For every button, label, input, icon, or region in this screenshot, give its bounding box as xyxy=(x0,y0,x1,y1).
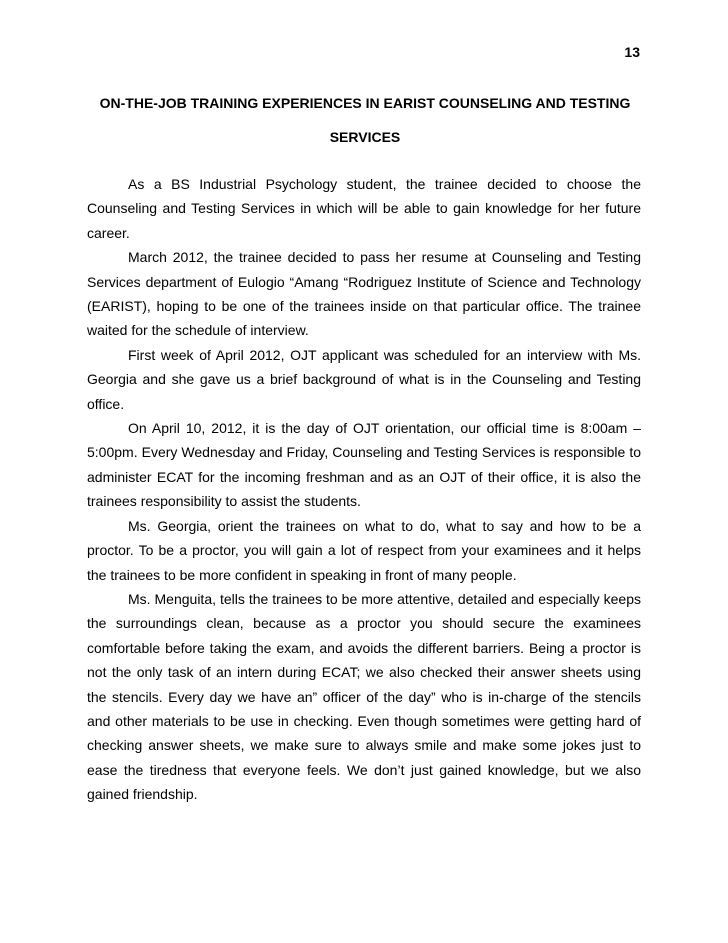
page-number: 13 xyxy=(624,44,640,60)
section-heading-line-1: ON-THE-JOB TRAINING EXPERIENCES IN EARIST COUNSELING AND TESTING xyxy=(99,95,631,111)
body-text xyxy=(87,172,641,807)
section-heading-line-2: SERVICES xyxy=(329,129,401,145)
paragraph-2: March 2012, the trainee decided to pass her resume at Counseling and Testing Services department of Eulogio “Amang “Rodriguez Institute of Science and Technology (EARIST), hoping to be one of the trainees inside on that particular office. The trainee waited for the schedule of interview. xyxy=(87,249,641,339)
paragraph-1: As a BS Industrial Psychology student, the trainee decided to choose the Counseling and Testing Services in which will be able to gain knowledge for her future career. xyxy=(87,176,641,241)
paragraph-5: Ms. Georgia, orient the trainees on what to do, what to say and how to be a proctor. To be a proctor, you will gain a lot of respect from your examinees and it helps the trainees to be more confident in speaking in front of many people. xyxy=(87,517,641,583)
paragraph-6: Ms. Menguita, tells the trainees to be more attentive, detailed and especially keeps the surroundings clean, because as a proctor you should secure the examinees comfortable before taking the exam, and avoids the different barriers. Being a proctor is not the only task of an intern during ECAT; we also checked their answer sheets using the stencils. Every day we have an” officer of the day” who is in-charge of the stencils and other materials to be use in checking. Even though sometimes were getting hard of checking answer sheets, we make sure to always smile and make some jokes just to ease the tiredness that everyone feels. We don’t just gained knowledge, but we also gained friendship. xyxy=(87,590,641,803)
paragraph-3: First week of April 2012, OJT applicant was scheduled for an interview with Ms. Georgia and she gave us a brief background of what is in the Counseling and Testing office. xyxy=(87,346,641,412)
paragraph-4: On April 10, 2012, it is the day of OJT orientation, our official time is 8:00am – 5:00pm. Every Wednesday and Friday, Counseling and Testing Services is responsible to administer ECAT for the incoming freshman and as an OJT of their office, it is also the trainees responsibility to assist the students. xyxy=(87,420,641,510)
section-heading xyxy=(82,86,648,154)
